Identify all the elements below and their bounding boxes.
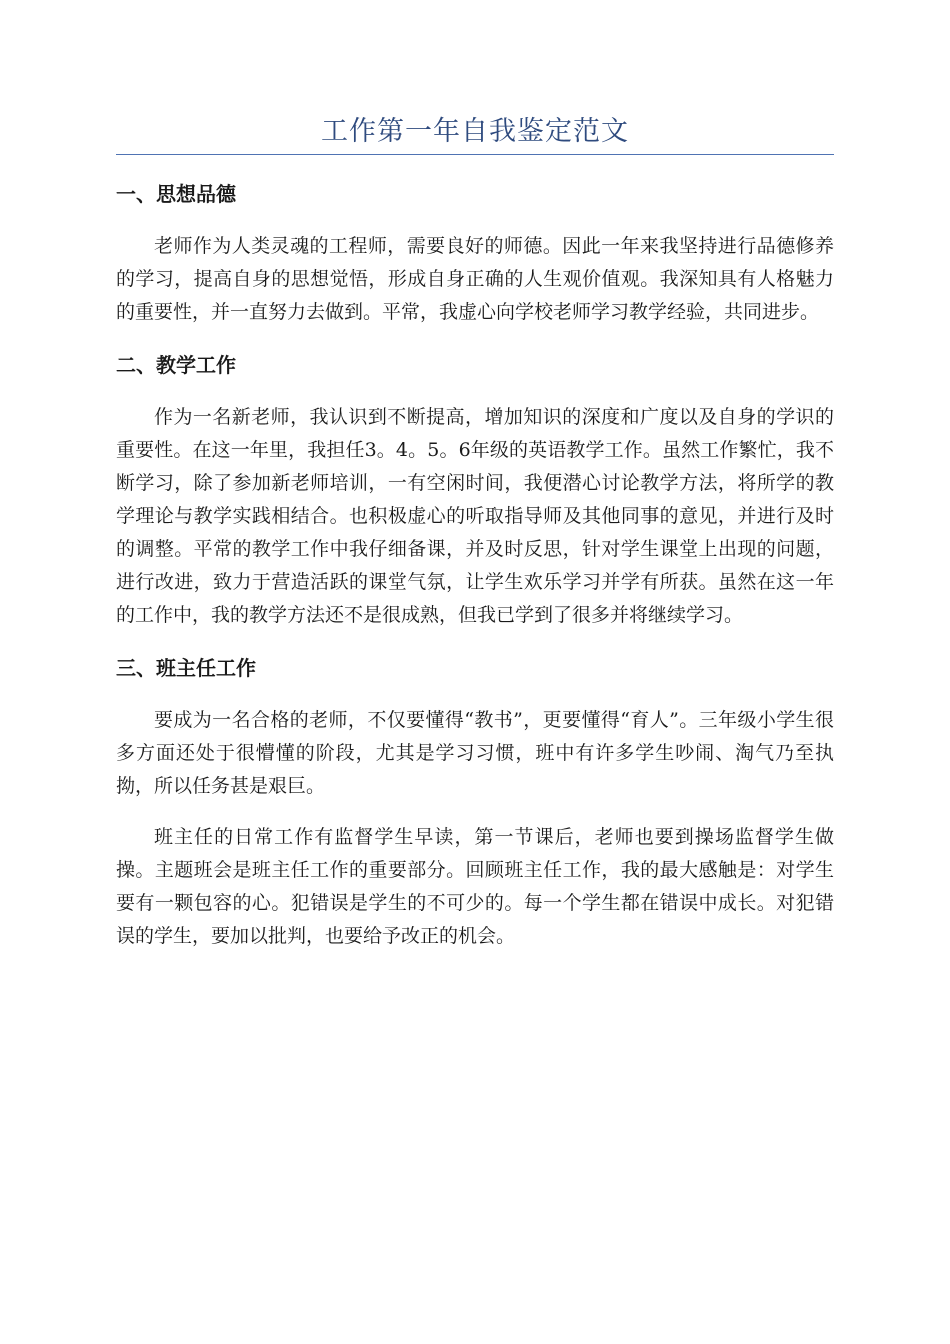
section-paragraph: 要成为一名合格的老师，不仅要懂得“教书”，更要懂得“育人”。三年级小学生很多方面还处于很懵懂的阶段，尤其是学习习惯，班中有许多学生吵闹、淘气乃至执拗，所以任务甚是艰巨。	[116, 709, 834, 797]
document-body	[116, 176, 834, 971]
section-ideology	[116, 176, 834, 329]
section-paragraph: 作为一名新老师，我认识到不断提高，增加知识的深度和广度以及自身的学识的重要性。在这一年里，我担任3。4。5。6年级的英语教学工作。虽然工作繁忙，我不断学习，除了参加新老师培训，一有空闲时间，我便潜心讨论教学方法，将所学的教学理论与教学实践相结合。也积极虚心的听取指导师及其他同事的意见，并进行及时的调整。平常的教学工作中我仔细备课，并及时反思，针对学生课堂上出现的问题，进行改进，致力于营造活跃的课堂气氛，让学生欢乐学习并学有所获。虽然在这一年的工作中，我的教学方法还不是很成熟，但我已学到了很多并将继续学习。	[116, 406, 834, 626]
section-heading: 三、班主任工作	[116, 656, 256, 680]
section-teaching	[116, 347, 834, 632]
section-heading: 二、教学工作	[116, 353, 236, 377]
section-paragraph: 班主任的日常工作有监督学生早读，第一节课后，老师也要到操场监督学生做操。主题班会是班主任工作的重要部分。回顾班主任工作，我的最大感触是：对学生要有一颗包容的心。犯错误是学生的不可少的。每一个学生都在错误中成长。对犯错误的学生，要加以批判，也要给予改正的机会。	[116, 826, 834, 947]
title-underline	[116, 154, 834, 155]
page-title: 工作第一年自我鉴定范文	[321, 116, 629, 147]
section-heading: 一、思想品德	[116, 182, 236, 206]
section-class-teacher	[116, 650, 834, 953]
section-paragraph: 老师作为人类灵魂的工程师，需要良好的师德。因此一年来我坚持进行品德修养的学习，提高自身的思想觉悟，形成自身正确的人生观价值观。我深知具有人格魅力的重要性，并一直努力去做到。平常，我虚心向学校老师学习教学经验，共同进步。	[116, 235, 834, 323]
